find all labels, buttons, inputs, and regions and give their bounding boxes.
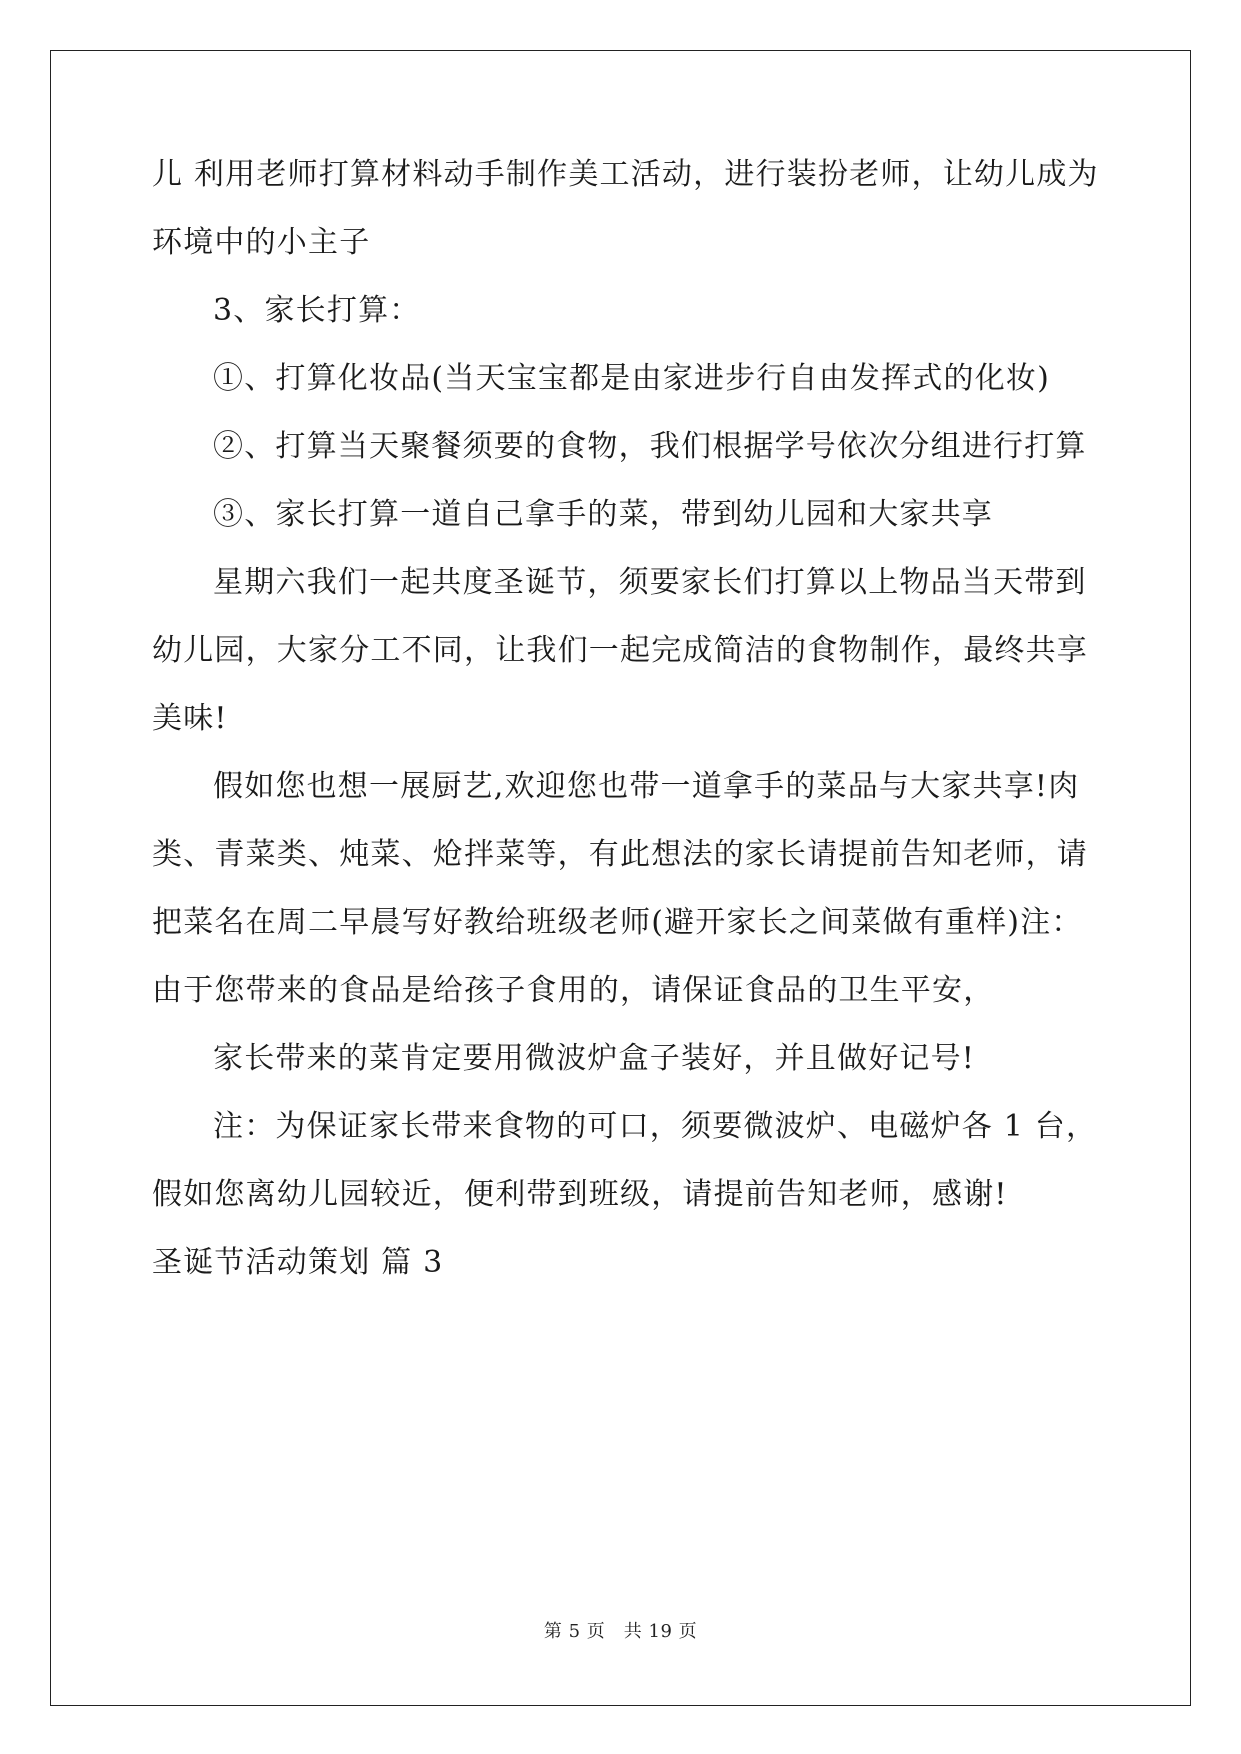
- paragraph-saturday-cont-1: 幼儿园，大家分工不同，让我们一起完成简洁的食物制作，最终共享: [152, 633, 1088, 668]
- list-item-1: ①、打算化妆品(当天宝宝都是由家进步行自由发挥式的化妆): [213, 361, 1051, 396]
- text-line-2: 环境中的小主子: [152, 225, 371, 260]
- paragraph-saturday-cont-2: 美味!: [152, 701, 228, 736]
- list-item-2: ②、打算当天聚餐须要的食物，我们根据学号依次分组进行打算: [213, 429, 1087, 464]
- paragraph-cooking-cont-2: 把菜名在周二早晨写好教给班级老师(避开家长之间菜做有重样)注：: [152, 905, 1083, 940]
- text-line-1: 儿 利用老师打算材料动手制作美工活动，进行装扮老师，让幼儿成为: [152, 157, 1099, 192]
- paragraph-cooking-cont-1: 类、青菜类、炖菜、炝拌菜等，有此想法的家长请提前告知老师，请: [152, 837, 1088, 872]
- paragraph-cooking-cont-3: 由于您带来的食品是给孩子食用的，请保证食品的卫生平安，: [152, 973, 995, 1008]
- section-heading-parent-prep: 3、家长打算：: [213, 293, 421, 328]
- paragraph-note: 注：为保证家长带来食物的可口，须要微波炉、电磁炉各 1 台，: [213, 1109, 1098, 1144]
- paragraph-cooking: 假如您也想一展厨艺,欢迎您也带一道拿手的菜品与大家共享!肉: [213, 769, 1080, 804]
- paragraph-note-cont: 假如您离幼儿园较近，便利带到班级，请提前告知老师，感谢!: [152, 1177, 1008, 1212]
- section-title-plan-3: 圣诞节活动策划 篇 3: [152, 1245, 444, 1280]
- page-number-footer: 第 5 页 共 19 页: [543, 1621, 698, 1642]
- list-item-3: ③、家长打算一道自己拿手的菜，带到幼儿园和大家共享: [213, 497, 993, 532]
- paragraph-saturday: 星期六我们一起共度圣诞节，须要家长们打算以上物品当天带到: [213, 565, 1087, 600]
- paragraph-containers: 家长带来的菜肯定要用微波炉盒子装好，并且做好记号!: [213, 1041, 976, 1076]
